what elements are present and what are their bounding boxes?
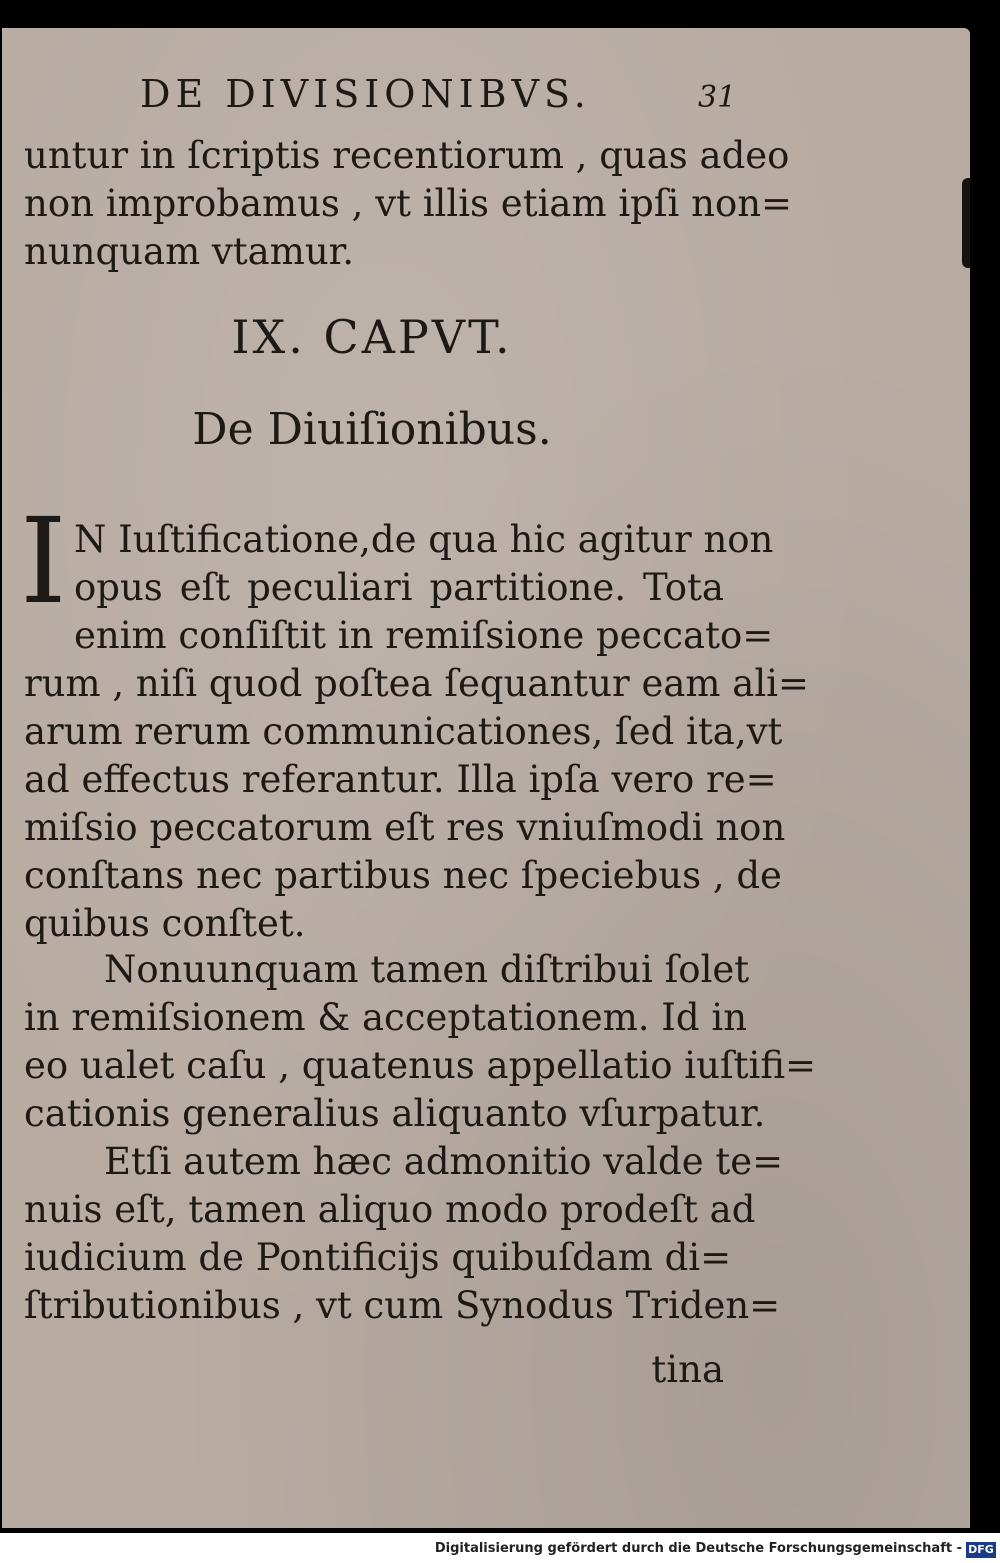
text-line: opus eſt peculiari partitione. Tota: [74, 566, 724, 609]
text-line: non improbamus , vt illis etiam ipſi non=: [24, 182, 793, 225]
paragraph-2: [24, 946, 817, 1138]
paragraph-1: [24, 516, 809, 948]
text-line: in remiſsionem & acceptationem. Id in: [24, 996, 748, 1039]
chapter-subtitle: De Diuiſionibus.: [192, 404, 552, 455]
text-line: nunquam vtamur.: [24, 230, 355, 273]
digitization-footer: [0, 1533, 1000, 1563]
text-line: nuis eſt, tamen aliquo modo prodeſt ad: [24, 1188, 756, 1231]
book-page: [2, 28, 970, 1528]
running-head: DE DIVISIONIBVS.: [140, 72, 591, 116]
chapter-heading: IX. CAPVT.: [231, 310, 513, 364]
text-line: eo ualet caſu , quatenus appellatio iuſtifi=: [24, 1044, 817, 1087]
text-line: iudicium de Pontificijs quibuſdam di=: [24, 1236, 732, 1279]
drop-cap: I: [20, 492, 67, 630]
text-line: N Iuſtificatione,de qua hic agitur non: [74, 518, 774, 561]
text-line: Etſi autem hæc admonitio valde te=: [104, 1140, 784, 1183]
text-line: cationis generalius aliquanto vſurpatur.: [24, 1092, 766, 1135]
text-line: quibus conſtet.: [24, 902, 306, 945]
funding-notice: Digitalisierung gefördert durch die Deutsche Forschungsgemeinschaft -: [434, 1541, 962, 1556]
carryover-text: [24, 132, 793, 276]
text-line: untur in ſcriptis recentiorum , quas adeo: [24, 134, 790, 177]
page-number: 31: [698, 80, 737, 115]
text-line: rum , niſi quod poſtea ſequantur eam ali=: [24, 662, 809, 705]
paragraph-3: [24, 1138, 784, 1330]
text-line: miſsio peccatorum eſt res vniuſmodi non: [24, 806, 786, 849]
text-line: ad effectus referantur. Illa ipſa vero re=: [24, 758, 777, 801]
catchword: tina: [651, 1348, 724, 1391]
text-line: enim conſiſtit in remiſsione peccato=: [74, 614, 774, 657]
text-line: conſtans nec partibus nec ſpeciebus , de: [24, 854, 782, 897]
text-line: arum rerum communicationes, ſed ita,vt: [24, 710, 783, 753]
dfg-logo-icon: DFG: [966, 1542, 996, 1558]
text-line: ſtributionibus , vt cum Synodus Triden=: [24, 1284, 781, 1327]
text-line: Nonuunquam tamen diſtribui ſolet: [104, 948, 750, 991]
